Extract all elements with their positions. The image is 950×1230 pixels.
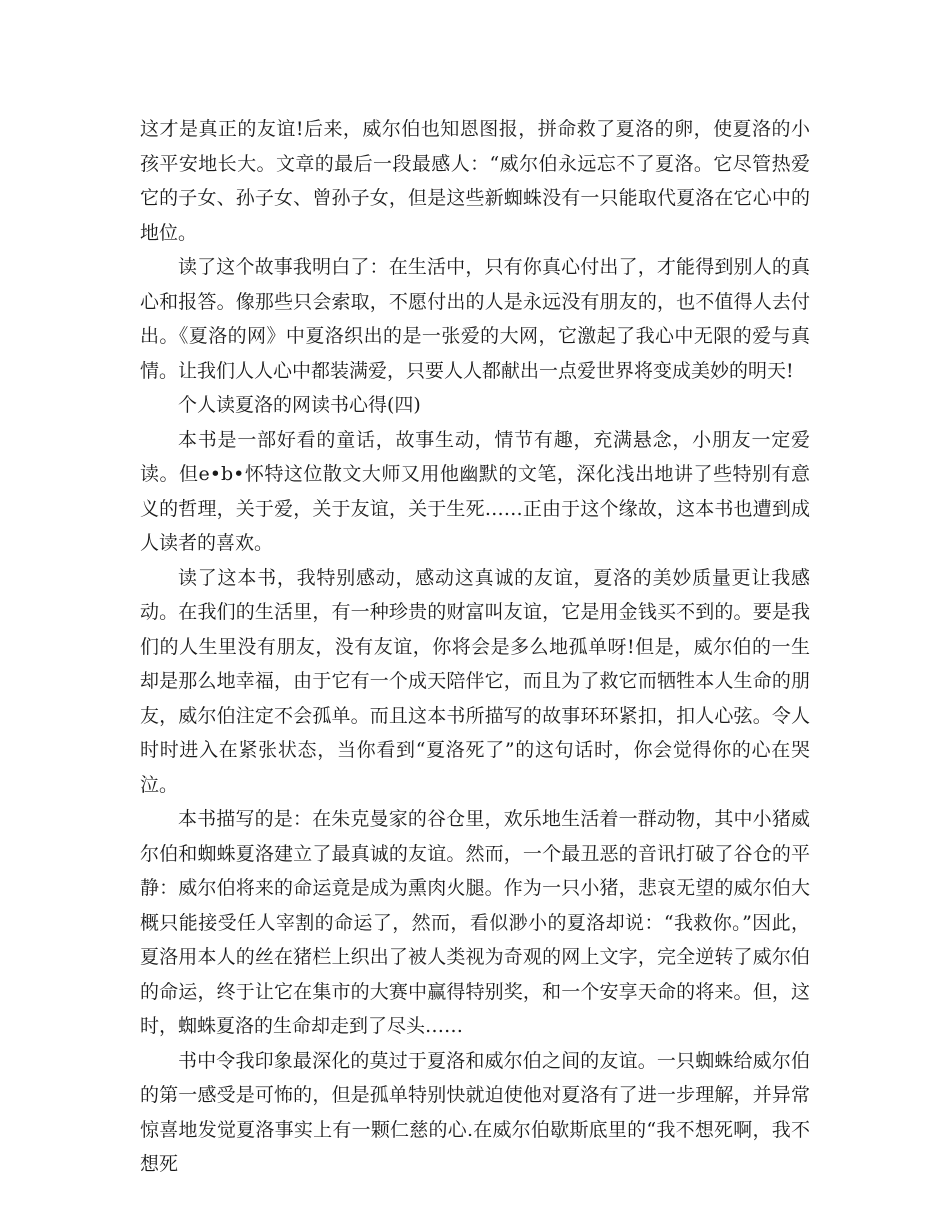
paragraph-intro: 本书是一部好看的童话，故事生动，情节有趣，充满悬念，小朋友一定爱读。但e•b•怀特这位散文大师又用他幽默的文笔，深化浅出地讲了些特别有意义的哲理，关于爱，关于友谊，关于生死……正由于这个缘故，这本书也遭到成人读者的喜欢。	[140, 428, 810, 554]
paragraph-feelings: 读了这本书，我特别感动，感动这真诚的友谊，夏洛的美妙质量更让我感动。在我们的生活里，有一种珍贵的财富叫友谊，它是用金钱买不到的。要是我们的人生里没有朋友，没有友谊，你将会是多么地孤单呀!但是，威尔伯的一生却是那么地幸福，由于它有一个成天陪伴它，而且为了救它而牺牲本人生命的朋友，威尔伯注定不会孤单。而且这本书所描写的故事环环紧扣，扣人心弦。令人时时进入在紧张状态，当你看到“夏洛死了”的这句话时，你会觉得你的心在哭泣。	[140, 566, 810, 796]
paragraph-summary: 本书描写的是：在朱克曼家的谷仓里，欢乐地生活着一群动物，其中小猪威尔伯和蜘蛛夏洛建立了最真诚的友谊。然而，一个最丑恶的音讯打破了谷仓的平静：威尔伯将来的命运竟是成为熏肉火腿。作为一只小猪，悲哀无望的威尔伯大概只能接受任人宰割的命运了，然而，看似渺小的夏洛却说：“我救你。”因此，夏洛用本人的丝在猪栏上织出了被人类视为奇观的网上文字，完全逆转了威尔伯的命运，终于让它在集市的大赛中赢得特别奖，和一个安享天命的将来。但，这时，蜘蛛夏洛的生命却走到了尽头……	[140, 808, 810, 1037]
section-heading: 个人读夏洛的网读书心得(四)	[178, 394, 421, 416]
paragraph-impression: 书中令我印象最深化的莫过于夏洛和威尔伯之间的友谊。一只蜘蛛给威尔伯的第一感受是可怖的，但是孤单特别快就迫使他对夏洛有了进一步理解，并异常惊喜地发觉夏洛事实上有一颗仁慈的心.在威尔伯歇斯底里的“我不想死啊，我不想死	[140, 1049, 810, 1175]
paragraph-continued: 这才是真正的友谊!后来，威尔伯也知恩图报，拼命救了夏洛的卵，使夏洛的小孩平安地长大。文章的最后一段最感人：“威尔伯永远忘不了夏洛。它尽管热爱它的子女、孙子女、曾孙子女，但是这些新蜘蛛没有一只能取代夏洛在它心中的地位。	[140, 118, 810, 244]
paragraph-reflection: 读了这个故事我明白了：在生活中，只有你真心付出了，才能得到别人的真心和报答。像那些只会索取，不愿付出的人是永远没有朋友的，也不值得人去付出。《夏洛的网》中夏洛织出的是一张爱的大网，它激起了我心中无限的爱与真情。让我们人人心中都装满爱，只要人人都献出一点爱世界将变成美妙的明天!	[140, 256, 810, 382]
document-body	[140, 112, 810, 1182]
